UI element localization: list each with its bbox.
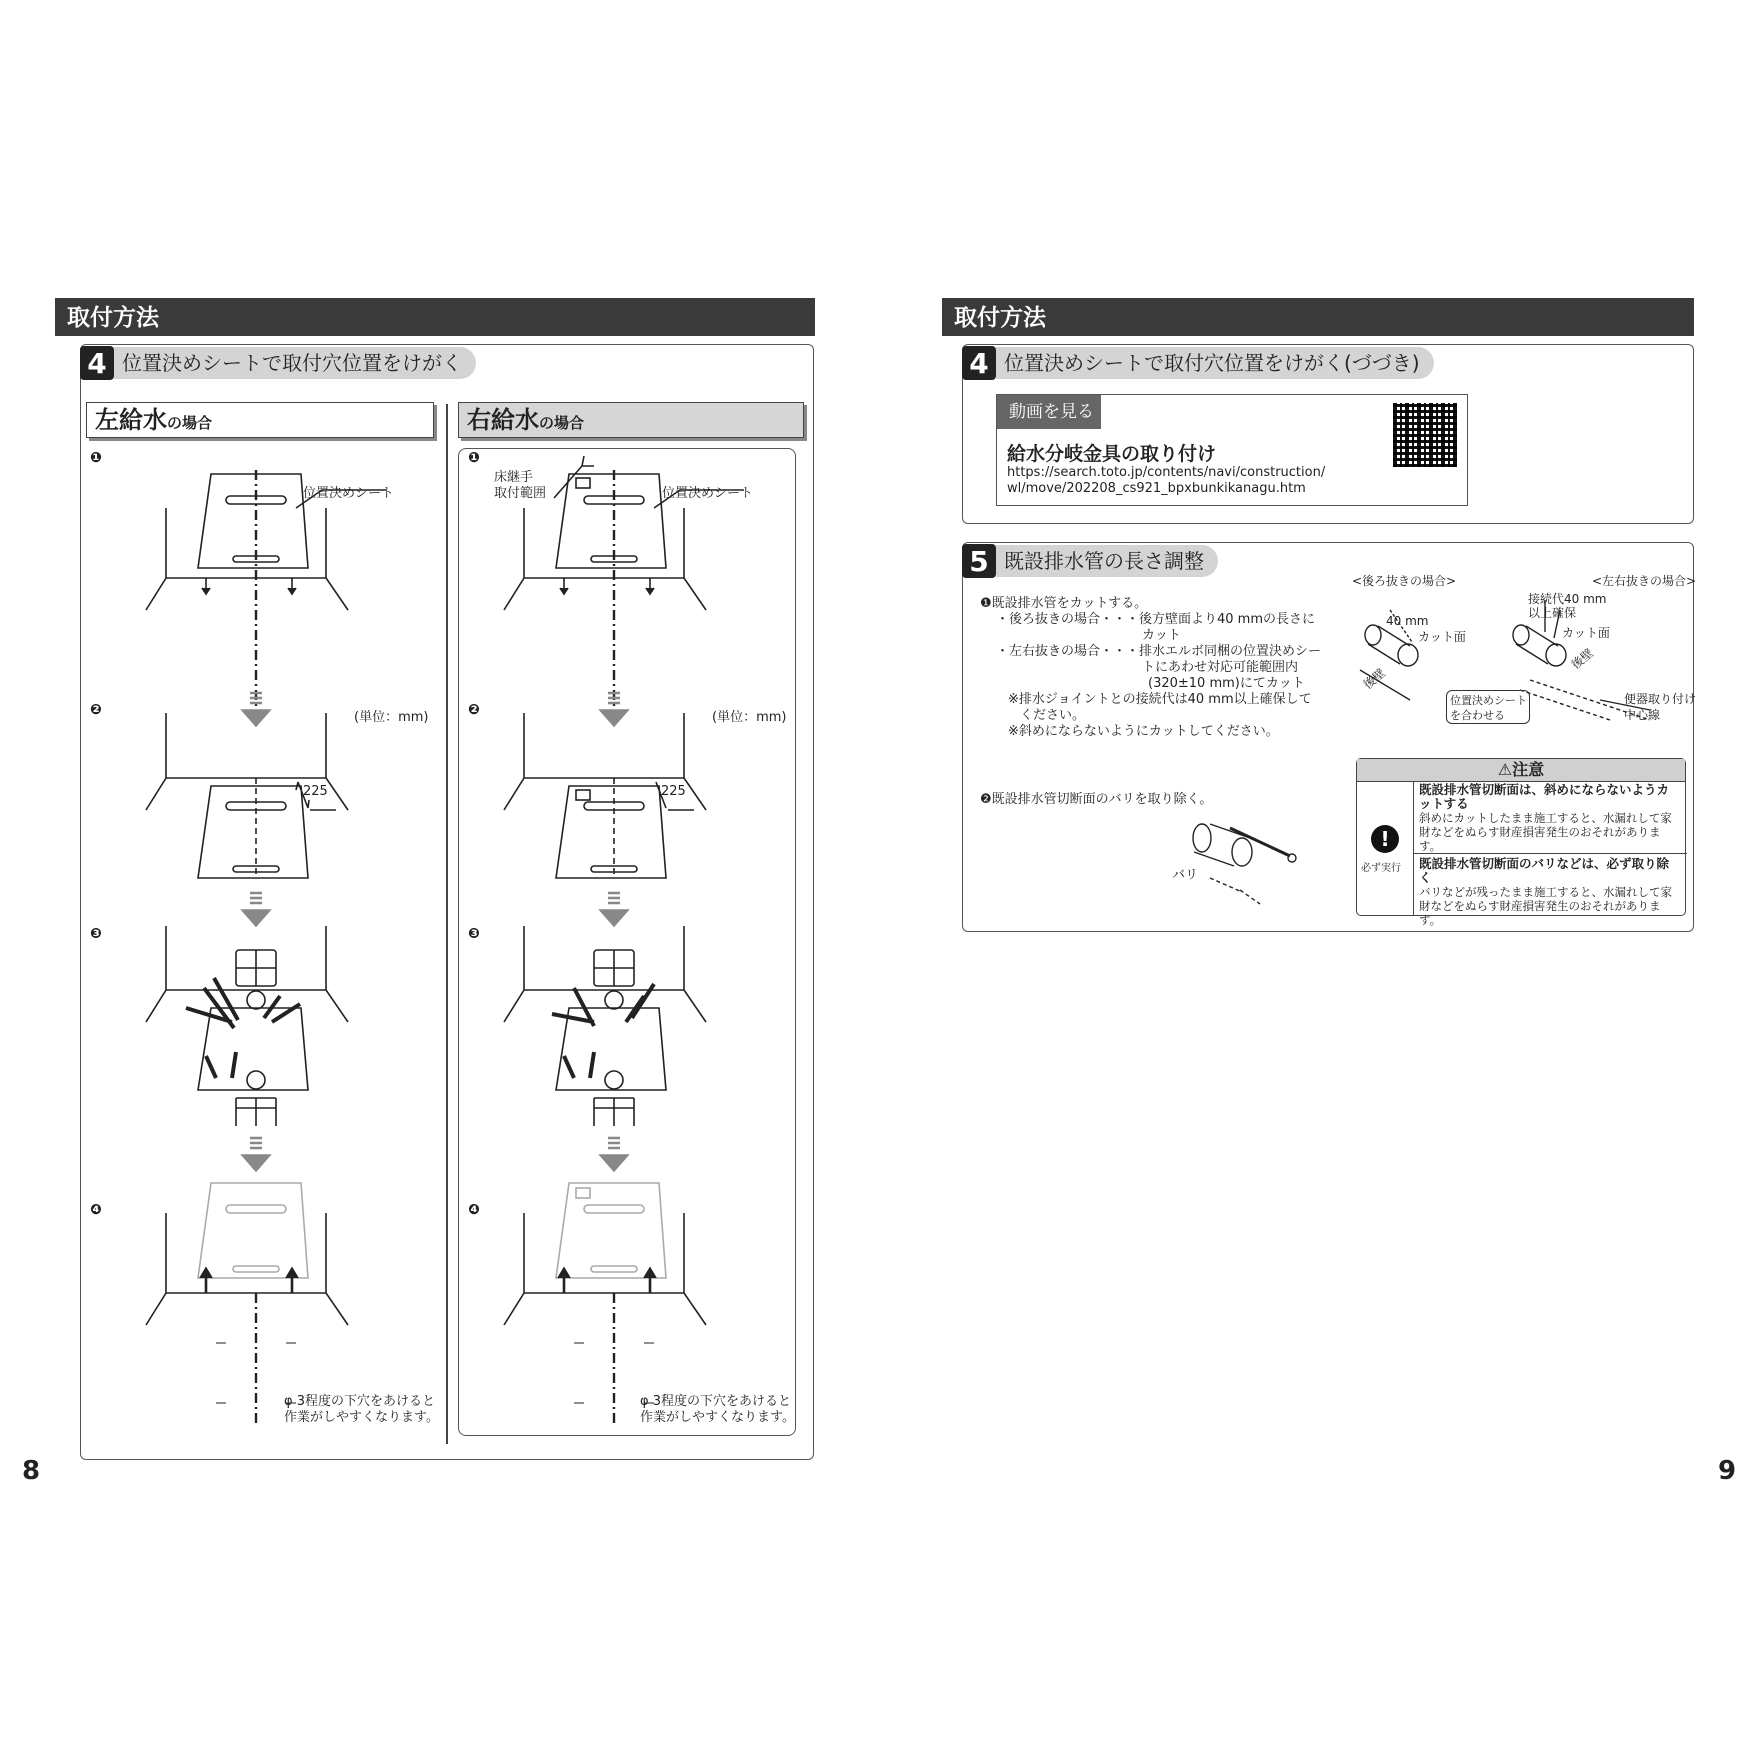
instr-item2: ❷既設排水管切断面のバリを取り除く。 <box>980 792 1213 807</box>
sheet-label-right: 位置決めシート <box>662 486 754 501</box>
center-line-label-2: 中心線 <box>1624 708 1661 722</box>
floor-joint-label-2: 取付範囲 <box>494 486 547 501</box>
joint-margin-label-1: 接続代40 mm <box>1528 592 1607 606</box>
step5-number: 5 <box>962 544 996 578</box>
align-sheet-box <box>1446 690 1530 724</box>
step4-heading <box>80 346 476 380</box>
instr-note1: ※排水ジョイントとの接続代は40 mm以上確保して <box>1008 692 1312 707</box>
caution-row1-text: 斜めにカットしたまま施工すると、水漏れして家財などをぬらす財産損害発生のおそれがあります。 <box>1419 811 1672 853</box>
instr-back: ・後ろ抜きの場合・・・後方壁面より40 mmの長さに <box>996 612 1316 627</box>
unit-label-right: (単位：mm) <box>712 710 787 725</box>
instr-back-2: カット <box>1142 628 1181 643</box>
dim-40-label: 40 mm <box>1386 614 1429 628</box>
right-supply-diagram <box>444 448 804 1428</box>
step5-title: 既設排水管の長さ調整 <box>996 545 1218 577</box>
video-box[interactable] <box>996 394 1468 506</box>
marker-3-right: ❸ <box>468 926 480 942</box>
floor-joint-label-1: 床継手 <box>494 470 534 485</box>
step4-cont-heading <box>962 346 1434 380</box>
unit-label-left: (単位：mm) <box>354 710 429 725</box>
back-wall-label-1: 後壁 <box>1360 665 1389 692</box>
exclamation-icon: ! <box>1371 825 1399 853</box>
instr-side-2: トにあわせ対応可能範囲内 <box>1142 660 1299 675</box>
must-label: 必ず実行 <box>1361 863 1401 874</box>
marker-3-left: ❸ <box>90 926 102 942</box>
sheet-label-left: 位置決めシート <box>303 486 395 501</box>
left-supply-diagram <box>86 448 446 1428</box>
burr-diagram <box>1180 818 1320 908</box>
caution-row2-heading: 既設排水管切断面のバリなどは、必ず取り除く <box>1419 856 1670 885</box>
instr-note2: ※斜めにならないようにカットしてください。 <box>1008 724 1279 739</box>
caution-icon-cell <box>1357 781 1414 915</box>
step-title: 位置決めシートで取付穴位置をけがく <box>114 347 476 379</box>
instr-side: ・左右抜きの場合・・・排水エルボ同梱の位置決めシー <box>996 644 1322 659</box>
back-case-label: <後ろ抜きの場合> <box>1352 574 1457 588</box>
align-sheet-label-1: 位置決めシート <box>1450 694 1527 707</box>
section-header-right: 取付方法 <box>942 298 1694 336</box>
marker-2-right: ❷ <box>468 702 480 718</box>
caution-row2-text: バリなどが残ったまま施工すると、水漏れして家財などをぬらす財産損害発生のおそれがあります。 <box>1419 885 1672 927</box>
caution-box <box>1356 758 1686 927</box>
right-supply-title: 右給水 <box>467 406 539 434</box>
caution-row-1 <box>1419 783 1681 853</box>
video-title: 給水分岐金具の取り付け <box>1007 443 1217 465</box>
burr-label: バリ <box>1172 868 1199 883</box>
left-supply-suffix: の場合 <box>167 414 213 432</box>
instr-note1-2: ください。 <box>1020 708 1086 723</box>
step-number: 4 <box>80 346 114 380</box>
dim-225-right: 225 <box>661 784 686 799</box>
cut-face-label-2: カット面 <box>1562 626 1610 640</box>
video-url-1[interactable]: https://search.toto.jp/contents/navi/construction/ <box>1007 465 1326 480</box>
instr-item1: ❶既設排水管をカットする。 <box>980 596 1148 611</box>
dim-225-left: 225 <box>303 784 328 799</box>
marker-4-left: ❹ <box>90 1202 102 1218</box>
pilot-note-right-2: 作業がしやすくなります。 <box>640 1410 795 1425</box>
step4-cont-number: 4 <box>962 346 996 380</box>
step4-cont-title: 位置決めシートで取付穴位置をけがく(づづき) <box>996 347 1434 379</box>
video-url-2[interactable]: wl/move/202208_cs921_bpxbunkikanagu.htm <box>1007 481 1306 496</box>
page-number-right: 9 <box>1718 1456 1737 1486</box>
joint-margin-label-2: 以上確保 <box>1528 606 1577 620</box>
pilot-note-right-1: φ 3程度の下穴をあけると <box>640 1394 791 1409</box>
step5-heading <box>962 544 1218 578</box>
pilot-note-left-2: 作業がしやすくなります。 <box>284 1410 439 1425</box>
marker-4-right: ❹ <box>468 1202 480 1218</box>
section-header: 取付方法 <box>55 298 815 336</box>
marker-2-left: ❷ <box>90 702 102 718</box>
right-supply-header <box>458 402 804 438</box>
page-number-left: 8 <box>22 1456 41 1486</box>
caution-row1-heading: 既設排水管切断面は、斜めにならないようカットする <box>1419 782 1670 811</box>
caution-row-divider <box>1413 853 1687 854</box>
cut-face-label-1: カット面 <box>1418 630 1466 644</box>
left-supply-title: 左給水 <box>95 406 167 434</box>
center-line-label-1: 便器取り付け <box>1624 692 1697 706</box>
align-sheet-label-2: を合わせる <box>1450 709 1505 722</box>
caution-title: ⚠注意 <box>1357 759 1685 782</box>
side-case-label: <左右抜きの場合> <box>1592 574 1697 588</box>
caution-row-2 <box>1419 857 1681 927</box>
left-supply-header <box>86 402 434 438</box>
marker-1-left: ❶ <box>90 450 102 466</box>
qr-code[interactable] <box>1393 403 1457 467</box>
back-wall-label-2: 後壁 <box>1568 645 1597 672</box>
marker-1-right: ❶ <box>468 450 480 466</box>
pilot-note-left-1: φ 3程度の下穴をあけると <box>284 1394 435 1409</box>
right-supply-suffix: の場合 <box>539 414 585 432</box>
video-label: 動画を見る <box>997 395 1101 429</box>
instr-side-3: (320±10 mm)にてカット <box>1148 676 1305 691</box>
